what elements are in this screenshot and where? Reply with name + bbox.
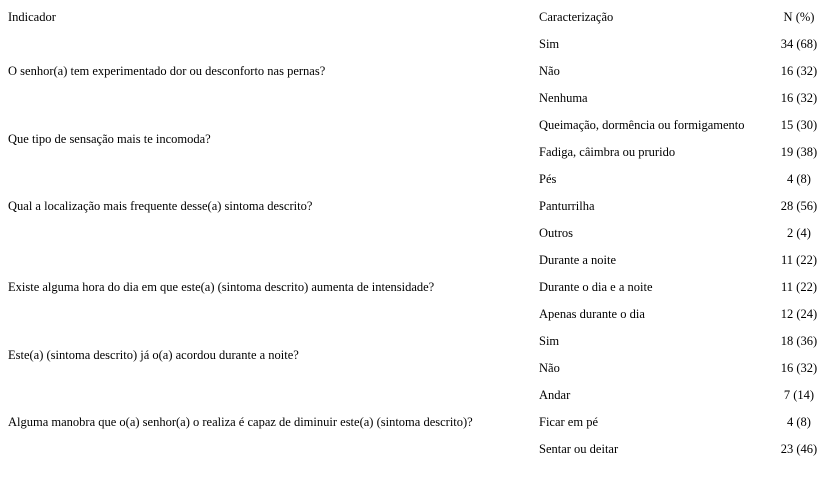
characterization-cell: Não [539, 64, 560, 78]
characterization-cell: Sim [539, 37, 560, 51]
header-characterization: Caracterização [539, 10, 614, 24]
characterization-cell: Queimação, dormência ou formigamento [539, 118, 745, 132]
indicator-cell: Este(a) (sintoma descrito) já o(a) acordou durante a noite? [8, 347, 299, 362]
table-row [0, 112, 828, 139]
n-pct-cell: 4 (8) [787, 172, 811, 186]
table-row [0, 247, 828, 274]
header-n-pct: N (%) [783, 10, 815, 24]
characterization-cell: Apenas durante o dia [539, 307, 645, 321]
n-pct-cell: 2 (4) [787, 226, 811, 240]
indicator-cell: Alguma manobra que o(a) senhor(a) o realiza é capaz de diminuir este(a) (sintoma descrito)? [8, 415, 473, 429]
characterization-cell: Sentar ou deitar [539, 442, 619, 456]
table-row [0, 31, 828, 58]
characterization-cell: Andar [539, 388, 571, 402]
n-pct-cell: 16 (32) [780, 91, 818, 105]
n-pct-cell: 34 (68) [780, 37, 818, 51]
characterization-cell: Durante o dia e a noite [539, 280, 653, 294]
table-row [0, 328, 828, 355]
n-pct-cell: 15 (30) [780, 118, 818, 132]
characterization-cell: Durante a noite [539, 253, 617, 267]
n-pct-cell: 18 (36) [780, 334, 818, 348]
indicator-cell: Existe alguma hora do dia em que este(a) (sintoma descrito) aumenta de intensidade? [8, 280, 435, 294]
characterization-cell: Nenhuma [539, 91, 588, 105]
header-row [0, 4, 828, 31]
table-row [0, 382, 828, 409]
table-row [0, 166, 828, 193]
n-pct-cell: 19 (38) [780, 145, 818, 159]
indicator-cell: Qual a localização mais frequente desse(a) sintoma descrito? [8, 199, 313, 213]
characterization-cell: Fadiga, câimbra ou prurido [539, 145, 676, 159]
indicator-cell: Que tipo de sensação mais te incomoda? [8, 131, 211, 146]
n-pct-cell: 12 (24) [780, 307, 818, 321]
header-indicator: Indicador [8, 10, 56, 24]
n-pct-cell: 28 (56) [780, 199, 818, 213]
n-pct-cell: 16 (32) [780, 64, 818, 78]
characterization-cell: Não [539, 361, 560, 375]
n-pct-cell: 11 (22) [781, 280, 817, 294]
n-pct-cell: 11 (22) [781, 253, 817, 267]
n-pct-cell: 4 (8) [787, 415, 811, 429]
characterization-cell: Panturrilha [539, 199, 595, 213]
n-pct-cell: 7 (14) [783, 388, 815, 402]
characterization-cell: Sim [539, 334, 560, 348]
results-table [0, 4, 828, 463]
n-pct-cell: 23 (46) [780, 442, 818, 456]
indicator-cell: O senhor(a) tem experimentado dor ou desconforto nas pernas? [8, 64, 326, 78]
characterization-cell: Pés [539, 172, 557, 186]
n-pct-cell: 16 (32) [780, 361, 818, 375]
characterization-cell: Outros [539, 226, 574, 240]
characterization-cell: Ficar em pé [539, 415, 599, 429]
